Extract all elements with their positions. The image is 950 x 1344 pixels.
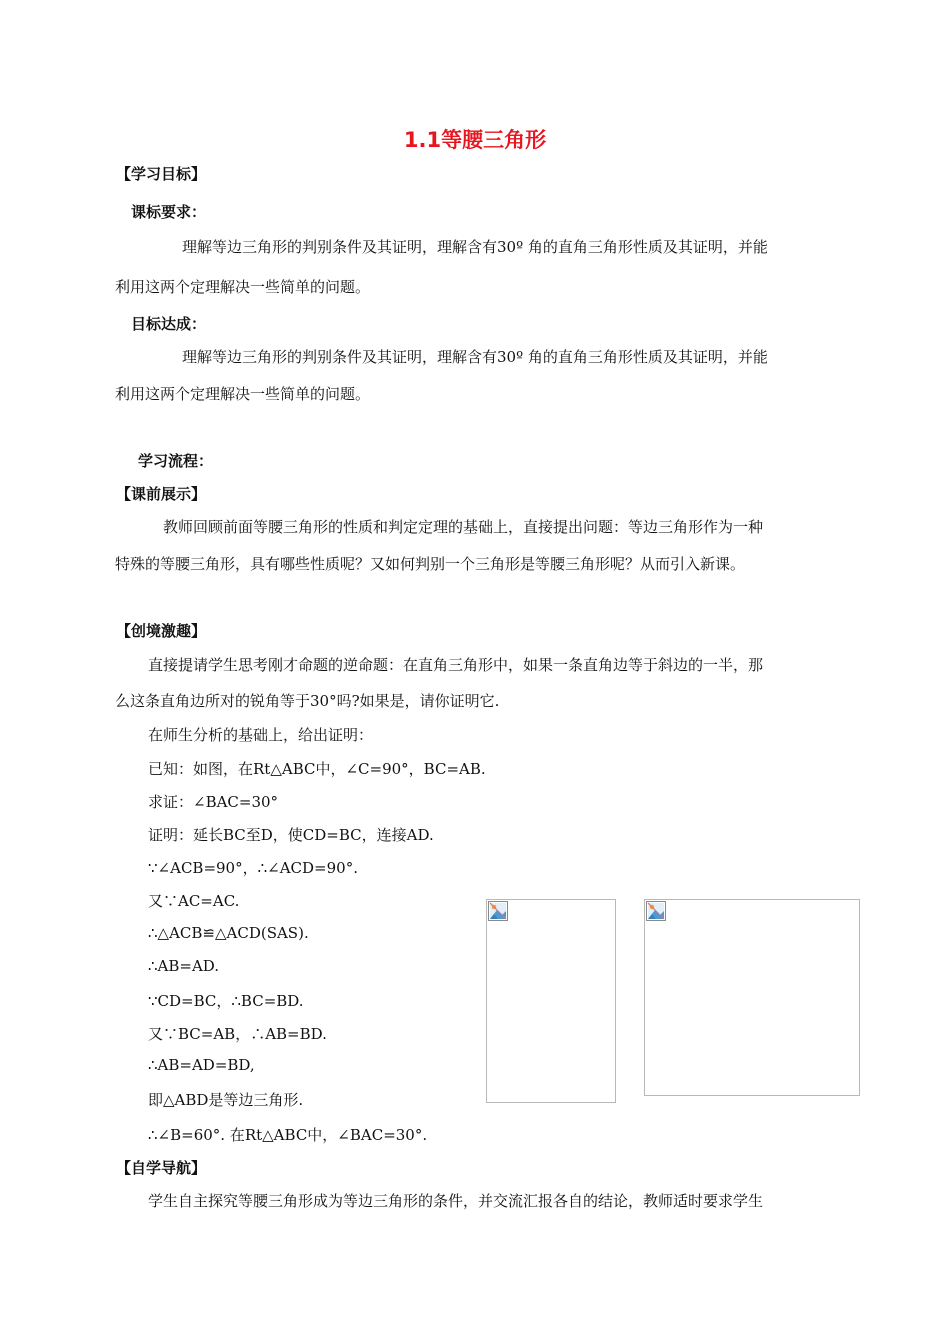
selfstudy-line-1: 学生自主探究等腰三角形成为等边三角形的条件，并交流汇报各自的结论，教师适时要求学生 <box>148 1192 764 1210</box>
req-label: 课标要求： <box>131 203 207 221</box>
achieve-label: 目标达成： <box>131 315 207 333</box>
goals-heading: 【学习目标】 <box>116 165 207 183</box>
proof-line: 又∵BC=AB，∴AB=BD. <box>148 1025 327 1043</box>
selfstudy-heading: 【自学导航】 <box>116 1159 207 1177</box>
motivate-heading: 【创境激趣】 <box>116 622 207 640</box>
preview-line-2: 特殊的等腰三角形，具有哪些性质呢？又如何判别一个三角形是等腰三角形呢？从而引入新课。 <box>115 555 746 573</box>
proof-line: ∵CD=BC，∴BC=BD. <box>148 992 304 1010</box>
proof-line: 证明：延长BC至D，使CD=BC，连接AD. <box>148 826 434 844</box>
proof-line: ∴△ACB≌△ACD(SAS). <box>148 924 309 942</box>
figure-placeholder-right <box>644 899 860 1096</box>
req-line-1: 理解等边三角形的判别条件及其证明，理解含有30º 角的直角三角形性质及其证明，并能 <box>182 238 768 256</box>
achieve-line-1: 理解等边三角形的判别条件及其证明，理解含有30º 角的直角三角形性质及其证明，并能 <box>182 348 768 366</box>
broken-image-icon <box>488 901 508 921</box>
figure-placeholder-left <box>486 899 616 1103</box>
proof-line: 又∵AC=AC. <box>148 892 240 910</box>
proof-line: ∵∠ACB=90°，∴∠ACD=90°. <box>148 859 358 877</box>
broken-image-icon <box>646 901 666 921</box>
proof-line: 已知：如图，在Rt△ABC中，∠C=90°，BC=AB. <box>148 760 486 778</box>
proof-line: 在师生分析的基础上，给出证明： <box>148 726 374 744</box>
process-label: 学习流程： <box>138 452 214 470</box>
page-title: 1.1等腰三角形 <box>403 128 547 152</box>
preview-line-1: 教师回顾前面等腰三角形的性质和判定定理的基础上，直接提出问题：等边三角形作为一种 <box>163 518 764 536</box>
proof-line: 即△ABD是等边三角形. <box>148 1091 304 1109</box>
proof-line: 求证：∠BAC=30° <box>148 793 279 811</box>
req-line-2: 利用这两个定理解决一些简单的问题。 <box>115 278 371 296</box>
motivate-line-1: 直接提请学生思考刚才命题的逆命题：在直角三角形中，如果一条直角边等于斜边的一半，那 <box>148 656 764 674</box>
proof-line: ∴∠B=60°. 在Rt△ABC中，∠BAC=30°. <box>148 1126 428 1144</box>
preview-heading: 【课前展示】 <box>116 485 207 503</box>
achieve-line-2: 利用这两个定理解决一些简单的问题。 <box>115 385 371 403</box>
proof-line: ∴AB=AD. <box>148 957 220 975</box>
motivate-line-2: 么这条直角边所对的锐角等于30°吗?如果是，请你证明它. <box>115 692 500 710</box>
proof-line: ∴AB=AD=BD, <box>148 1056 255 1074</box>
